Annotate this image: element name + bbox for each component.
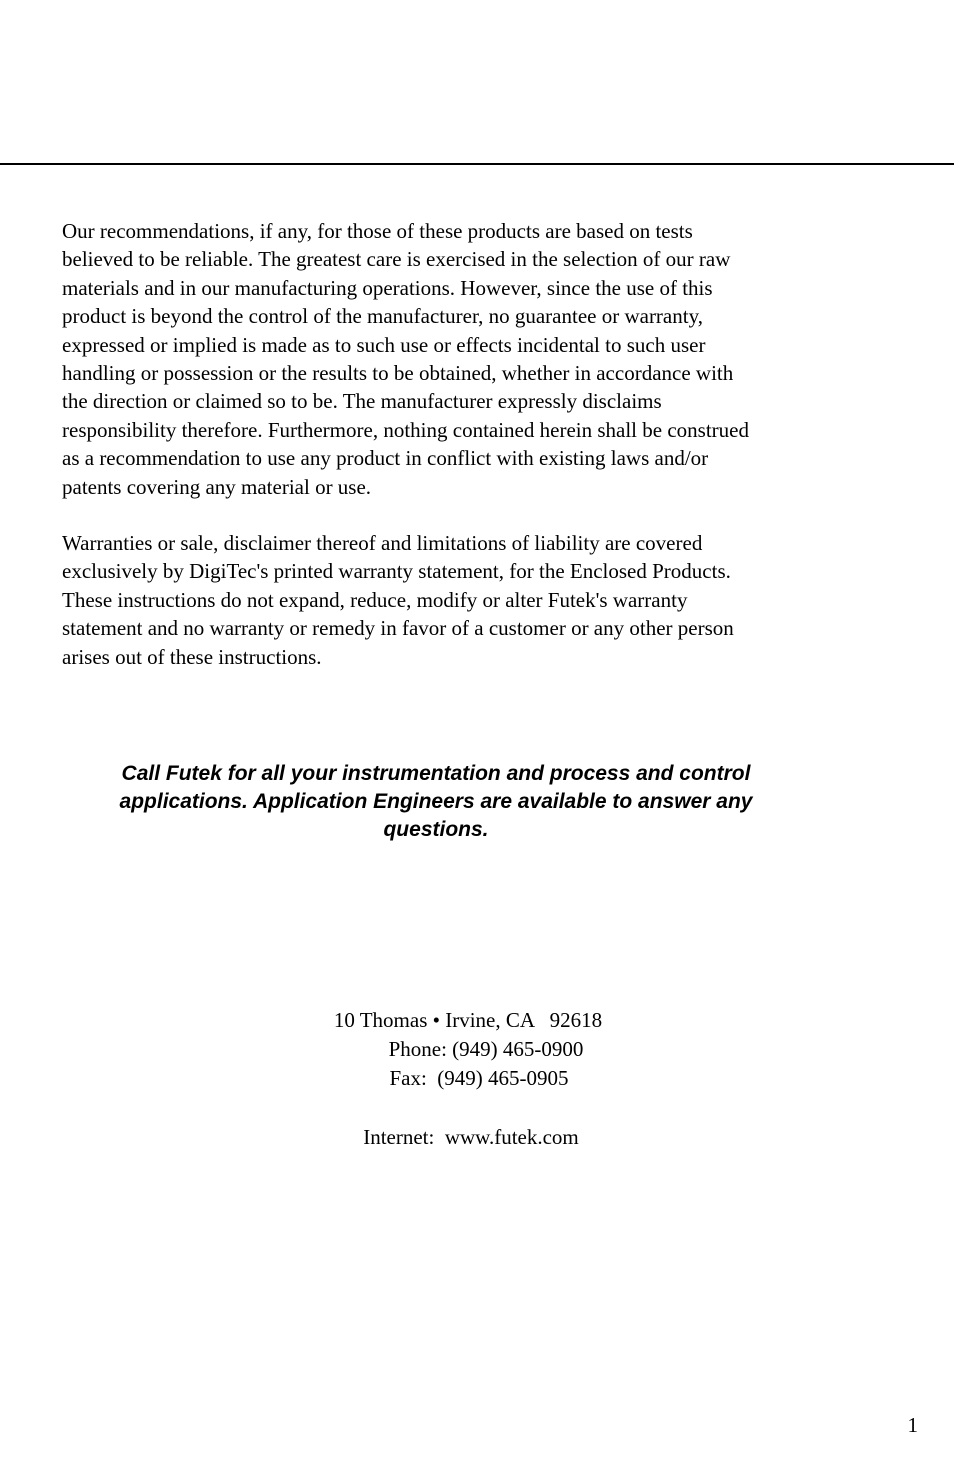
contact-fax: Fax: (949) 465-0905 xyxy=(389,1066,569,1090)
disclaimer-paragraph-warranties: Warranties or sale, disclaimer thereof and limitations of liability are covered exclusively by DigiTec's printed warranty statement, for the Enclosed Products. These instructions do not expand, reduce, modify or alter Futek's warranty statement and no warranty or remedy in favor of a customer or any other person arises out of these instructions. xyxy=(62,531,734,669)
header-rule xyxy=(0,163,954,165)
contact-phone: Phone: (949) 465-0900 xyxy=(388,1037,584,1061)
callout-call-futek: Call Futek for all your instrumentation and process and control applications. Application Engineers are available to answer any questions. xyxy=(119,762,753,841)
page-number: 1 xyxy=(907,1413,918,1437)
contact-address: 10 Thomas • Irvine, CA 92618 xyxy=(333,1008,603,1032)
disclaimer-paragraph-recommendations: Our recommendations, if any, for those of these products are based on tests believed to be reliable. The greatest care is exercised in the selection of our raw materials and in our manufacturing operations. However, since the use of this product is beyond the control of the manufacturer, no guarantee or warranty, expressed or implied is made as to such use or effects incidental to such user handling or possession or the results to be obtained, whether in accordance with the direction or claimed so to be. The manufacturer expressly disclaims responsibility therefore. Furthermore, nothing contained herein shall be construed as a recommendation to use any product in conflict with existing laws and/or patents covering any material or use. xyxy=(62,219,749,499)
contact-internet: Internet: www.futek.com xyxy=(363,1125,579,1149)
